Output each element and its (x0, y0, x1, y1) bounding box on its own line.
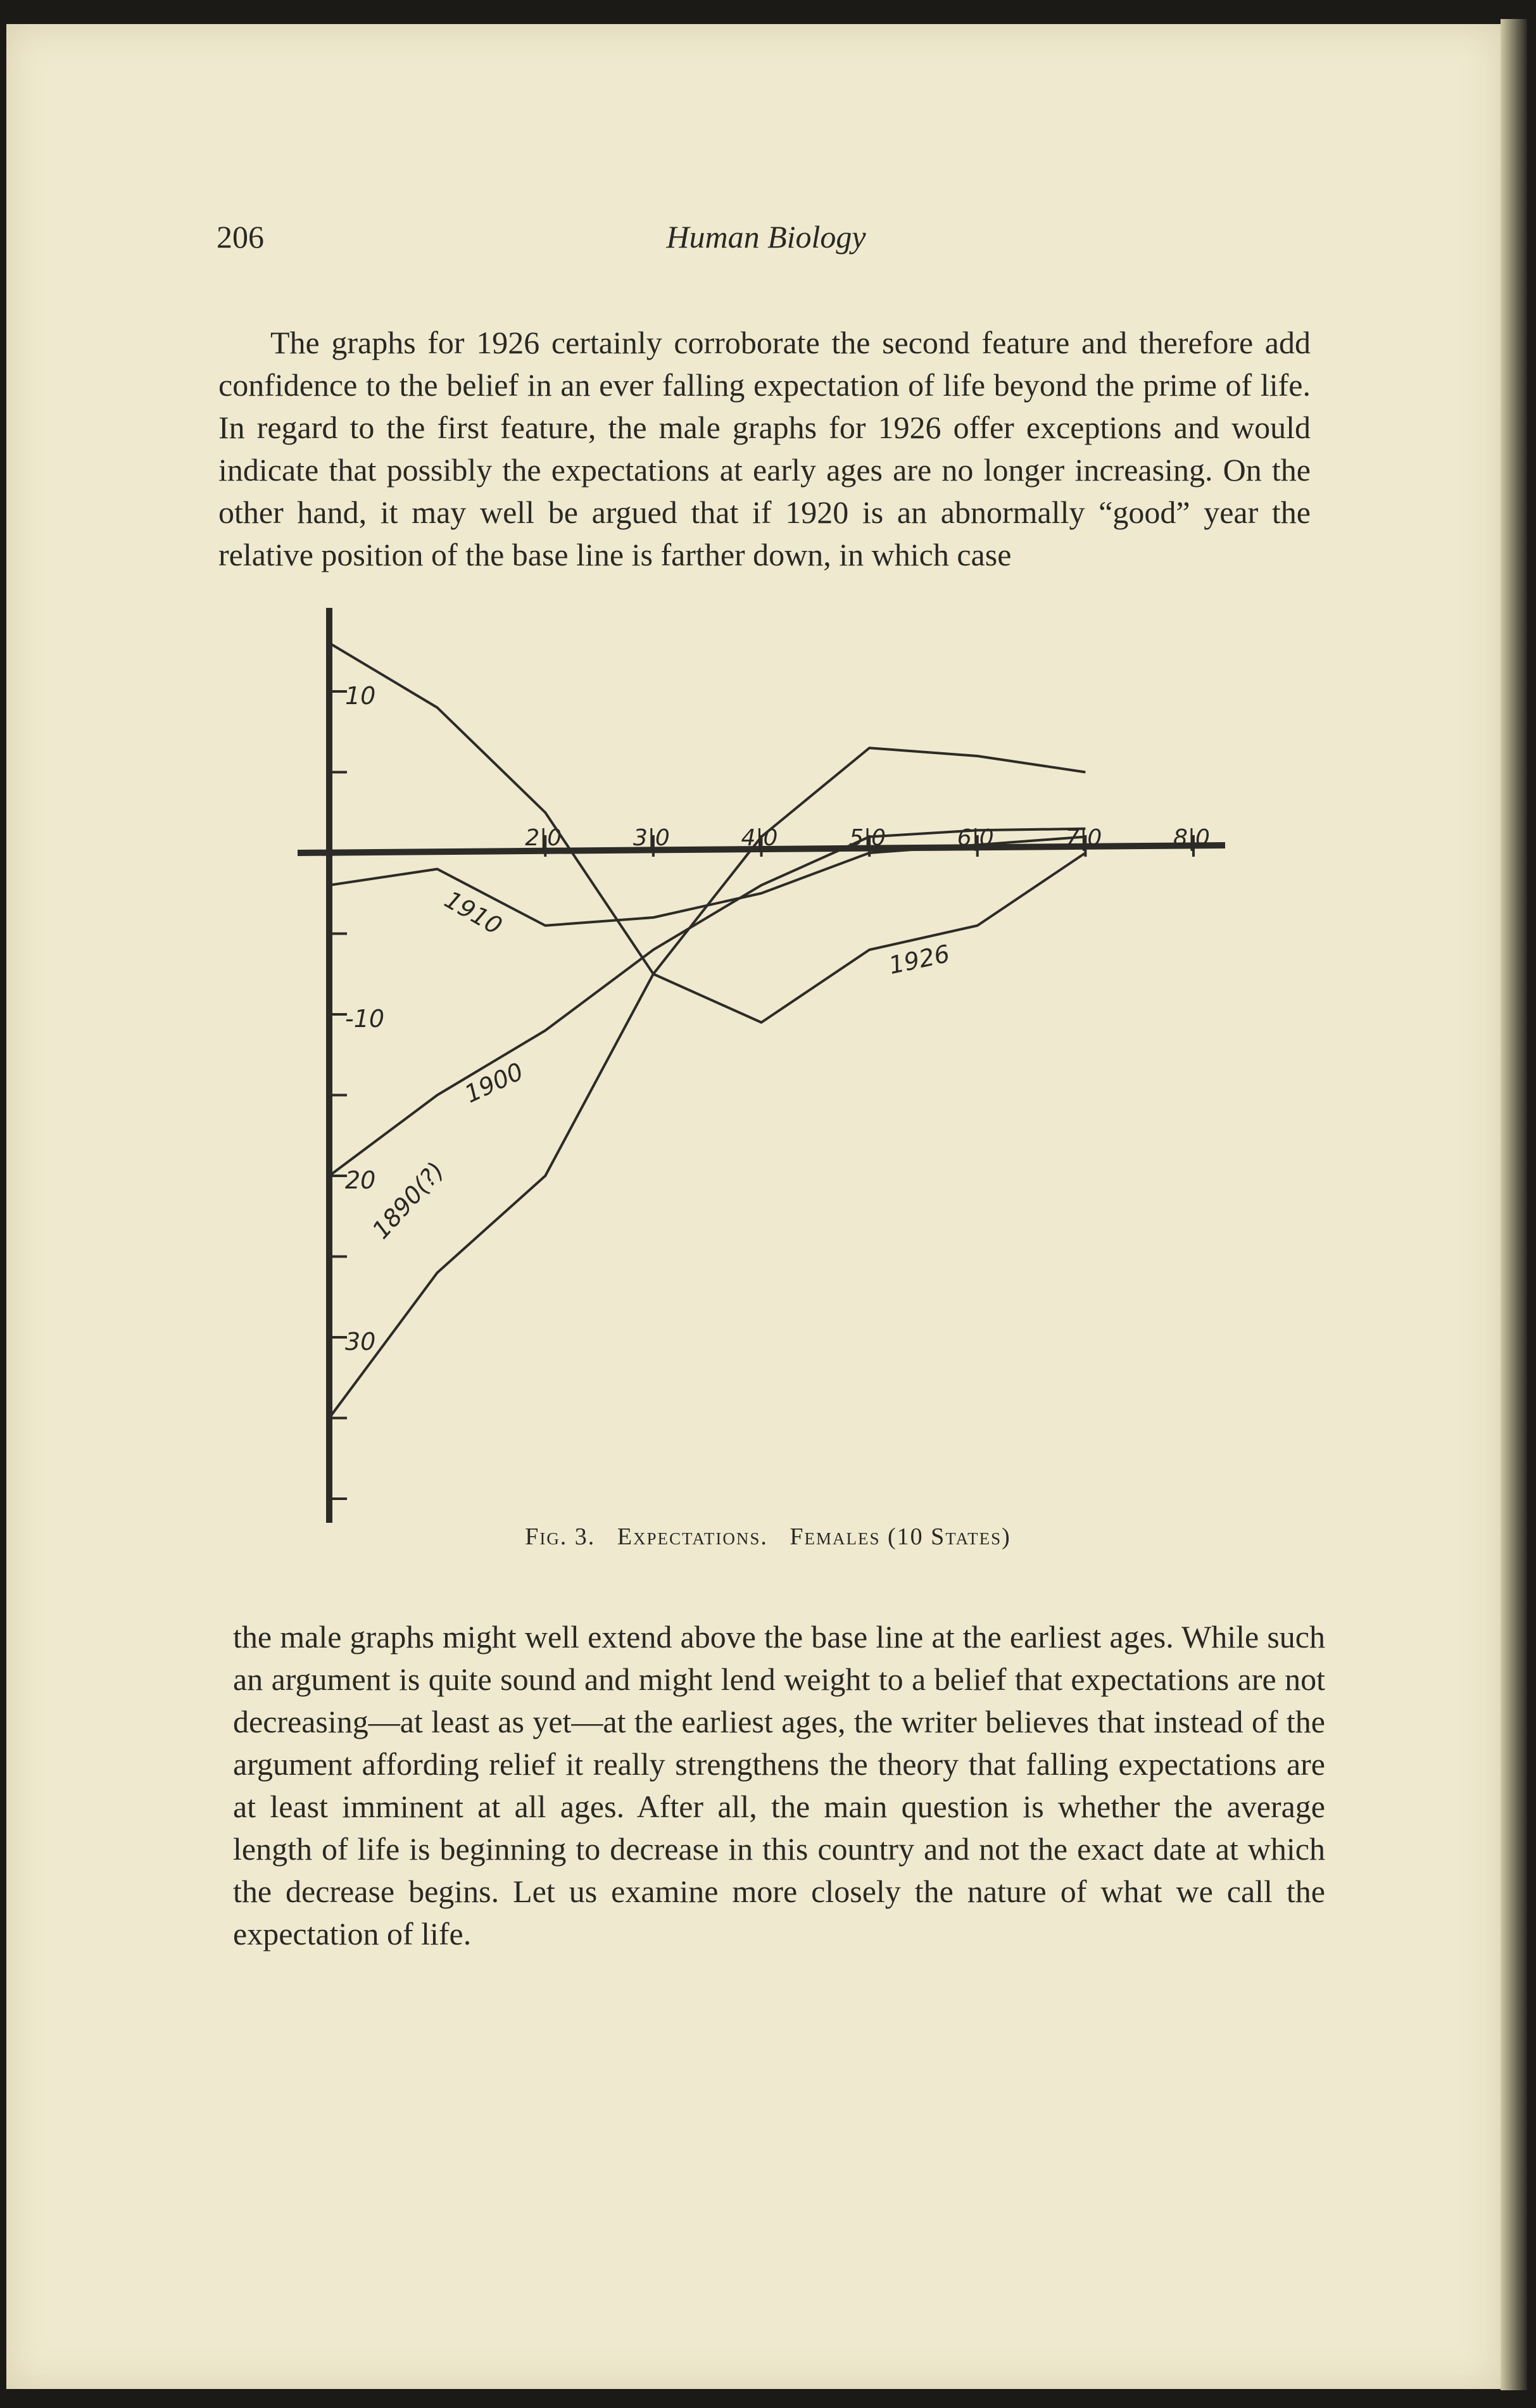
series-label: 1900 (460, 1057, 528, 1109)
caption-fig: Fig. 3. (525, 1523, 596, 1550)
x-tick-label: 3|0 (633, 825, 670, 851)
figure-caption (0, 1523, 1536, 1551)
y-tick-label: 10 (345, 682, 376, 710)
page-header (209, 218, 1323, 263)
y-tick-label: -10 (345, 1005, 385, 1033)
paragraph-top: The graphs for 1926 certainly corroborate the second feature and therefore add confidence to the belief in an ever falling expectation of life beyond the prime of life. In regard to the first feature, the male graphs for 1926 offer exceptions and would indicate that possibly the expectations at early ages are no longer increasing. On the other hand, it may well be argued that if 1920 is an abnormally “good” year the relative position of the base line is farther down, in which case (218, 325, 1311, 572)
running-title: Human Biology (666, 219, 866, 255)
series-line (329, 829, 1085, 1176)
x-tick-label: 2|0 (525, 825, 562, 851)
series-label: 1926 (886, 939, 952, 980)
x-tick-label: 4|0 (741, 825, 778, 851)
caption-title: Expectations. (617, 1523, 768, 1550)
x-tick-label: 6|0 (957, 825, 994, 851)
series-label: 1890(?) (367, 1156, 450, 1245)
page-edge (1501, 19, 1527, 2390)
caption-subject: Females (10 States) (790, 1523, 1011, 1550)
page-number: 206 (217, 219, 264, 255)
figure-3 (288, 598, 1263, 1529)
expectations-chart (288, 598, 1263, 1529)
y-tick-label: 30 (345, 1328, 376, 1356)
y-tick-label: 20 (345, 1166, 376, 1194)
series-label: 1910 (439, 885, 507, 940)
paragraph-bottom: the male graphs might well extend above the base line at the earliest ages. While such an argument is quite sound and might lend weight to a belief that expectations are not decreasing—at least as yet—at the earliest ages, the writer believes that instead of the argument affording relief it really strengthens the theory that falling expectations are at least imminent at all ages. After all, the main question is whether the average length of life is beginning to decrease in this country and not the exact date at which the decrease begins. Let us examine more closely the nature of what we call the expectation of life. (233, 1619, 1325, 1951)
x-tick-label: 8|0 (1173, 825, 1210, 851)
x-tick-label: 7|0 (1065, 825, 1102, 851)
x-tick-label: 5|0 (849, 825, 886, 851)
